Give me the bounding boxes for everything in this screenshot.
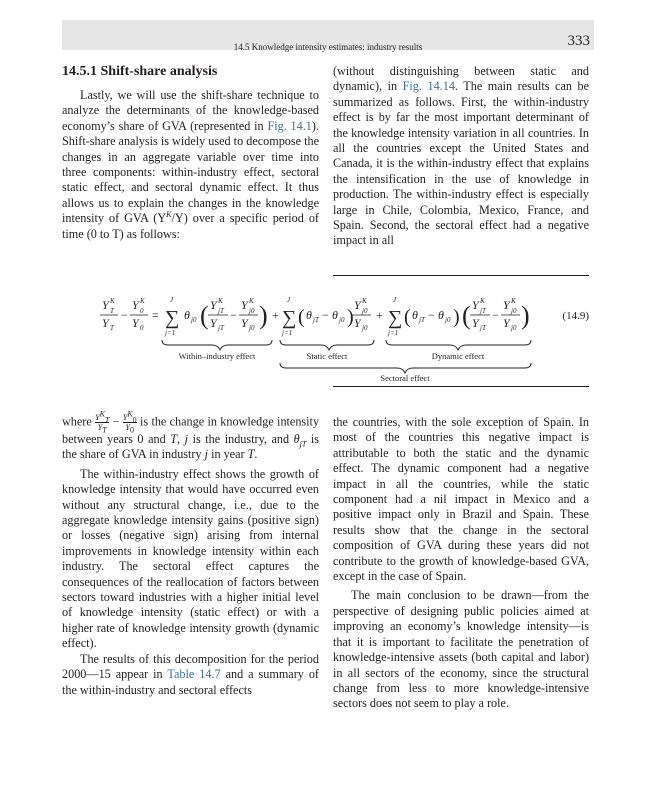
- svg-text:−: −: [492, 308, 499, 322]
- svg-text:K: K: [110, 297, 115, 305]
- svg-text:Y: Y: [241, 298, 248, 312]
- static-brace: [280, 340, 374, 350]
- svg-text:−: −: [428, 308, 435, 322]
- svg-text:jT: jT: [480, 307, 486, 315]
- svg-text:−: −: [230, 308, 237, 322]
- svg-text:Y: Y: [472, 298, 479, 312]
- svg-text:θ: θ: [438, 308, 444, 322]
- svg-text:Y: Y: [472, 316, 479, 330]
- svg-text:j=1: j=1: [388, 329, 399, 337]
- svg-text:J: J: [393, 296, 397, 304]
- svg-text:+: +: [376, 308, 383, 322]
- svg-text:): ): [453, 306, 460, 328]
- fig-14-14-link[interactable]: Fig. 14.14: [402, 79, 455, 94]
- running-head: 14.5 Knowledge intensity estimates: industry results: [233, 42, 423, 52]
- svg-text:0: 0: [140, 324, 144, 332]
- svg-text:j=1: j=1: [282, 329, 293, 337]
- svg-text:=: =: [152, 308, 159, 322]
- lhs-inline-fraction-1: $\frac{Y^K_T}{Y_T}$: [95, 409, 110, 435]
- svg-text:Y: Y: [241, 316, 248, 330]
- svg-text:jT: jT: [218, 324, 224, 332]
- svg-text:Y: Y: [102, 316, 109, 330]
- table-14-7-link[interactable]: Table 14.7: [167, 667, 221, 682]
- where-paragraph: where $\frac{Y^K_T}{Y_T}$ − $\frac{Y^K_0}{Y_0}$ is the change in knowledge intensity between years 0 and T, j is the industry, and $\theta_{jT}$ is the share of GVA in industry j in year T.: [62, 409, 320, 462]
- svg-text:J: J: [287, 296, 291, 304]
- svg-text:θ: θ: [184, 308, 190, 322]
- svg-text:∑: ∑: [282, 307, 297, 329]
- svg-text:j0: j0: [191, 316, 197, 324]
- fig-14-1-link[interactable]: Fig. 14.1: [267, 118, 312, 133]
- right-column-bottom: [333, 415, 589, 712]
- results-summary-paragraph: The results of this decomposition for the period 2000—15 appear in Table 14.7 and a summary of the within-industry and sectoral effects: [62, 651, 319, 697]
- intro-paragraph: Lastly, we will use the shift-share technique to analyze the determinants of the knowledge-based economy’s share of GVA (represented in Fig. 14.1). Shift-share analysis is widely used to decompose the changes in an aggregate variable over time into three components: within-industry effect, sectoral static effect, and sectoral dynamic effect. It thus allows us to explain the changes in the knowledge intensity of GVA $(Y^K/Y)$ over a specific period of time (0 to T) as follows:: [62, 88, 319, 241]
- svg-text:+: +: [272, 308, 279, 322]
- left-column-bottom: [62, 409, 320, 698]
- svg-text:j0: j0: [362, 307, 368, 315]
- left-column-top: [62, 88, 319, 242]
- svg-text:Y: Y: [354, 298, 361, 312]
- svg-text:j0: j0: [249, 324, 255, 332]
- sectoral-brace: [280, 363, 531, 373]
- static-label: Static effect: [306, 351, 348, 361]
- svg-text:jT: jT: [480, 324, 486, 332]
- svg-text:jT: jT: [218, 307, 224, 315]
- svg-text:K: K: [140, 297, 145, 305]
- svg-text:∑: ∑: [165, 307, 180, 329]
- svg-text:Y: Y: [210, 298, 217, 312]
- svg-text:Y: Y: [503, 298, 510, 312]
- svg-text:Y: Y: [503, 316, 510, 330]
- section-title: 14.5.1 Shift-share analysis: [62, 64, 218, 79]
- within-label: Within–industry effect: [178, 351, 256, 361]
- svg-text:jT: jT: [419, 316, 425, 324]
- static-term: [281, 296, 383, 337]
- svg-text:): ): [259, 301, 268, 330]
- svg-text:θ: θ: [332, 308, 338, 322]
- svg-text:∑: ∑: [388, 307, 403, 329]
- within-term: [164, 296, 279, 337]
- svg-text:Y: Y: [102, 298, 109, 312]
- svg-text:jT: jT: [313, 316, 319, 324]
- svg-text:(: (: [404, 306, 411, 328]
- svg-text:(: (: [200, 301, 209, 330]
- svg-text:j0: j0: [362, 324, 368, 332]
- equation-number: (14.9): [562, 310, 589, 322]
- svg-text:(: (: [462, 301, 471, 330]
- svg-text:j0: j0: [511, 307, 517, 315]
- svg-text:K: K: [249, 297, 254, 305]
- equation-bottom-rule: [333, 386, 589, 387]
- svg-text:J: J: [170, 296, 174, 304]
- svg-text:(: (: [298, 306, 305, 328]
- svg-text:θ: θ: [306, 308, 312, 322]
- svg-text:K: K: [218, 297, 223, 305]
- svg-text:j0: j0: [445, 316, 451, 324]
- svg-text:j0: j0: [511, 324, 517, 332]
- svg-text:T: T: [110, 307, 114, 315]
- equation-top-rule: [333, 275, 589, 276]
- right-column-top: [333, 64, 589, 249]
- svg-text:K: K: [511, 297, 516, 305]
- svg-text:Y: Y: [210, 316, 217, 330]
- svg-text:Y: Y: [132, 298, 139, 312]
- svg-text:j0: j0: [339, 316, 345, 324]
- svg-text:j0: j0: [249, 307, 255, 315]
- svg-text:K: K: [362, 297, 367, 305]
- svg-text:Y: Y: [354, 316, 361, 330]
- within-brace: [162, 340, 272, 350]
- svg-text:0: 0: [140, 307, 144, 315]
- svg-text:θ: θ: [412, 308, 418, 322]
- sectoral-label: Sectoral effect: [380, 373, 430, 383]
- results-paragraph: (without distinguishing between static and dynamic), in Fig. 14.14. The main results can be summarized as follows. First, the within-industry effect is by far the most important determinant of the knowledge intensity variation in all countries. In all the countries except the United States and Canada, it is the within-industry effect that explains the intensification in the use of knowledge in production. The within-industry effect is especially large in Chile, Colombia, Mexico, France, and Spain. Second, the sectoral effect had a negative impact in all: [333, 64, 589, 248]
- lhs: [100, 297, 159, 332]
- svg-text:): ): [521, 301, 530, 330]
- conclusion-paragraph: The main conclusion to be drawn—from the perspective of designing public policies aimed at improving an economy’s knowledge intensity—is that it is important to facilitate the penetration of knowledge-intensive assets (both capital and labor) in all sectors of the economy, since the structural change from less to more knowledge-intensive sectors does not seem to play a role.: [333, 588, 589, 711]
- dynamic-brace: [386, 340, 531, 350]
- page-number: 333: [567, 33, 590, 49]
- equation-14-9: [62, 285, 594, 385]
- sectoral-impact-paragraph: the countries, with the sole exception of Spain. In most of the countries this negative impact is attributable to both the static and the dynamic effect. The dynamic component had a negative impact in all the countries, while the static component had a nil impact in Mexico and a positive impact only in Brazil and Spain. These results show that the change in the sectoral composition of GVA during these years did not contribute to the growth of knowledge-based GVA, except in the case of Spain.: [333, 415, 589, 584]
- within-industry-paragraph: The within-industry effect shows the growth of knowledge intensity that would have occurred even without any structural change, i.e., due to the aggregate knowledge intensity gains (positive sign) or losses (negative sign) arising from internal improvements in knowledge intensity within each industry. The sectoral effect captures the consequences of the reallocation of factors between sectors toward industries with a higher initial level of knowledge intensity (static effect) or with a higher rate of knowledge intensity growth (dynamic effect).: [62, 466, 319, 651]
- svg-text:K: K: [480, 297, 485, 305]
- lhs-inline-fraction-2: $\frac{Y^K_0}{Y_0}$: [122, 409, 137, 435]
- dynamic-term: [387, 296, 530, 337]
- svg-text:−: −: [121, 308, 128, 322]
- svg-text:T: T: [110, 324, 114, 332]
- dynamic-label: Dynamic effect: [431, 351, 485, 361]
- svg-text:−: −: [322, 308, 329, 322]
- svg-text:j=1: j=1: [165, 329, 176, 337]
- svg-text:Y: Y: [132, 316, 139, 330]
- svg-text:): ): [347, 306, 354, 328]
